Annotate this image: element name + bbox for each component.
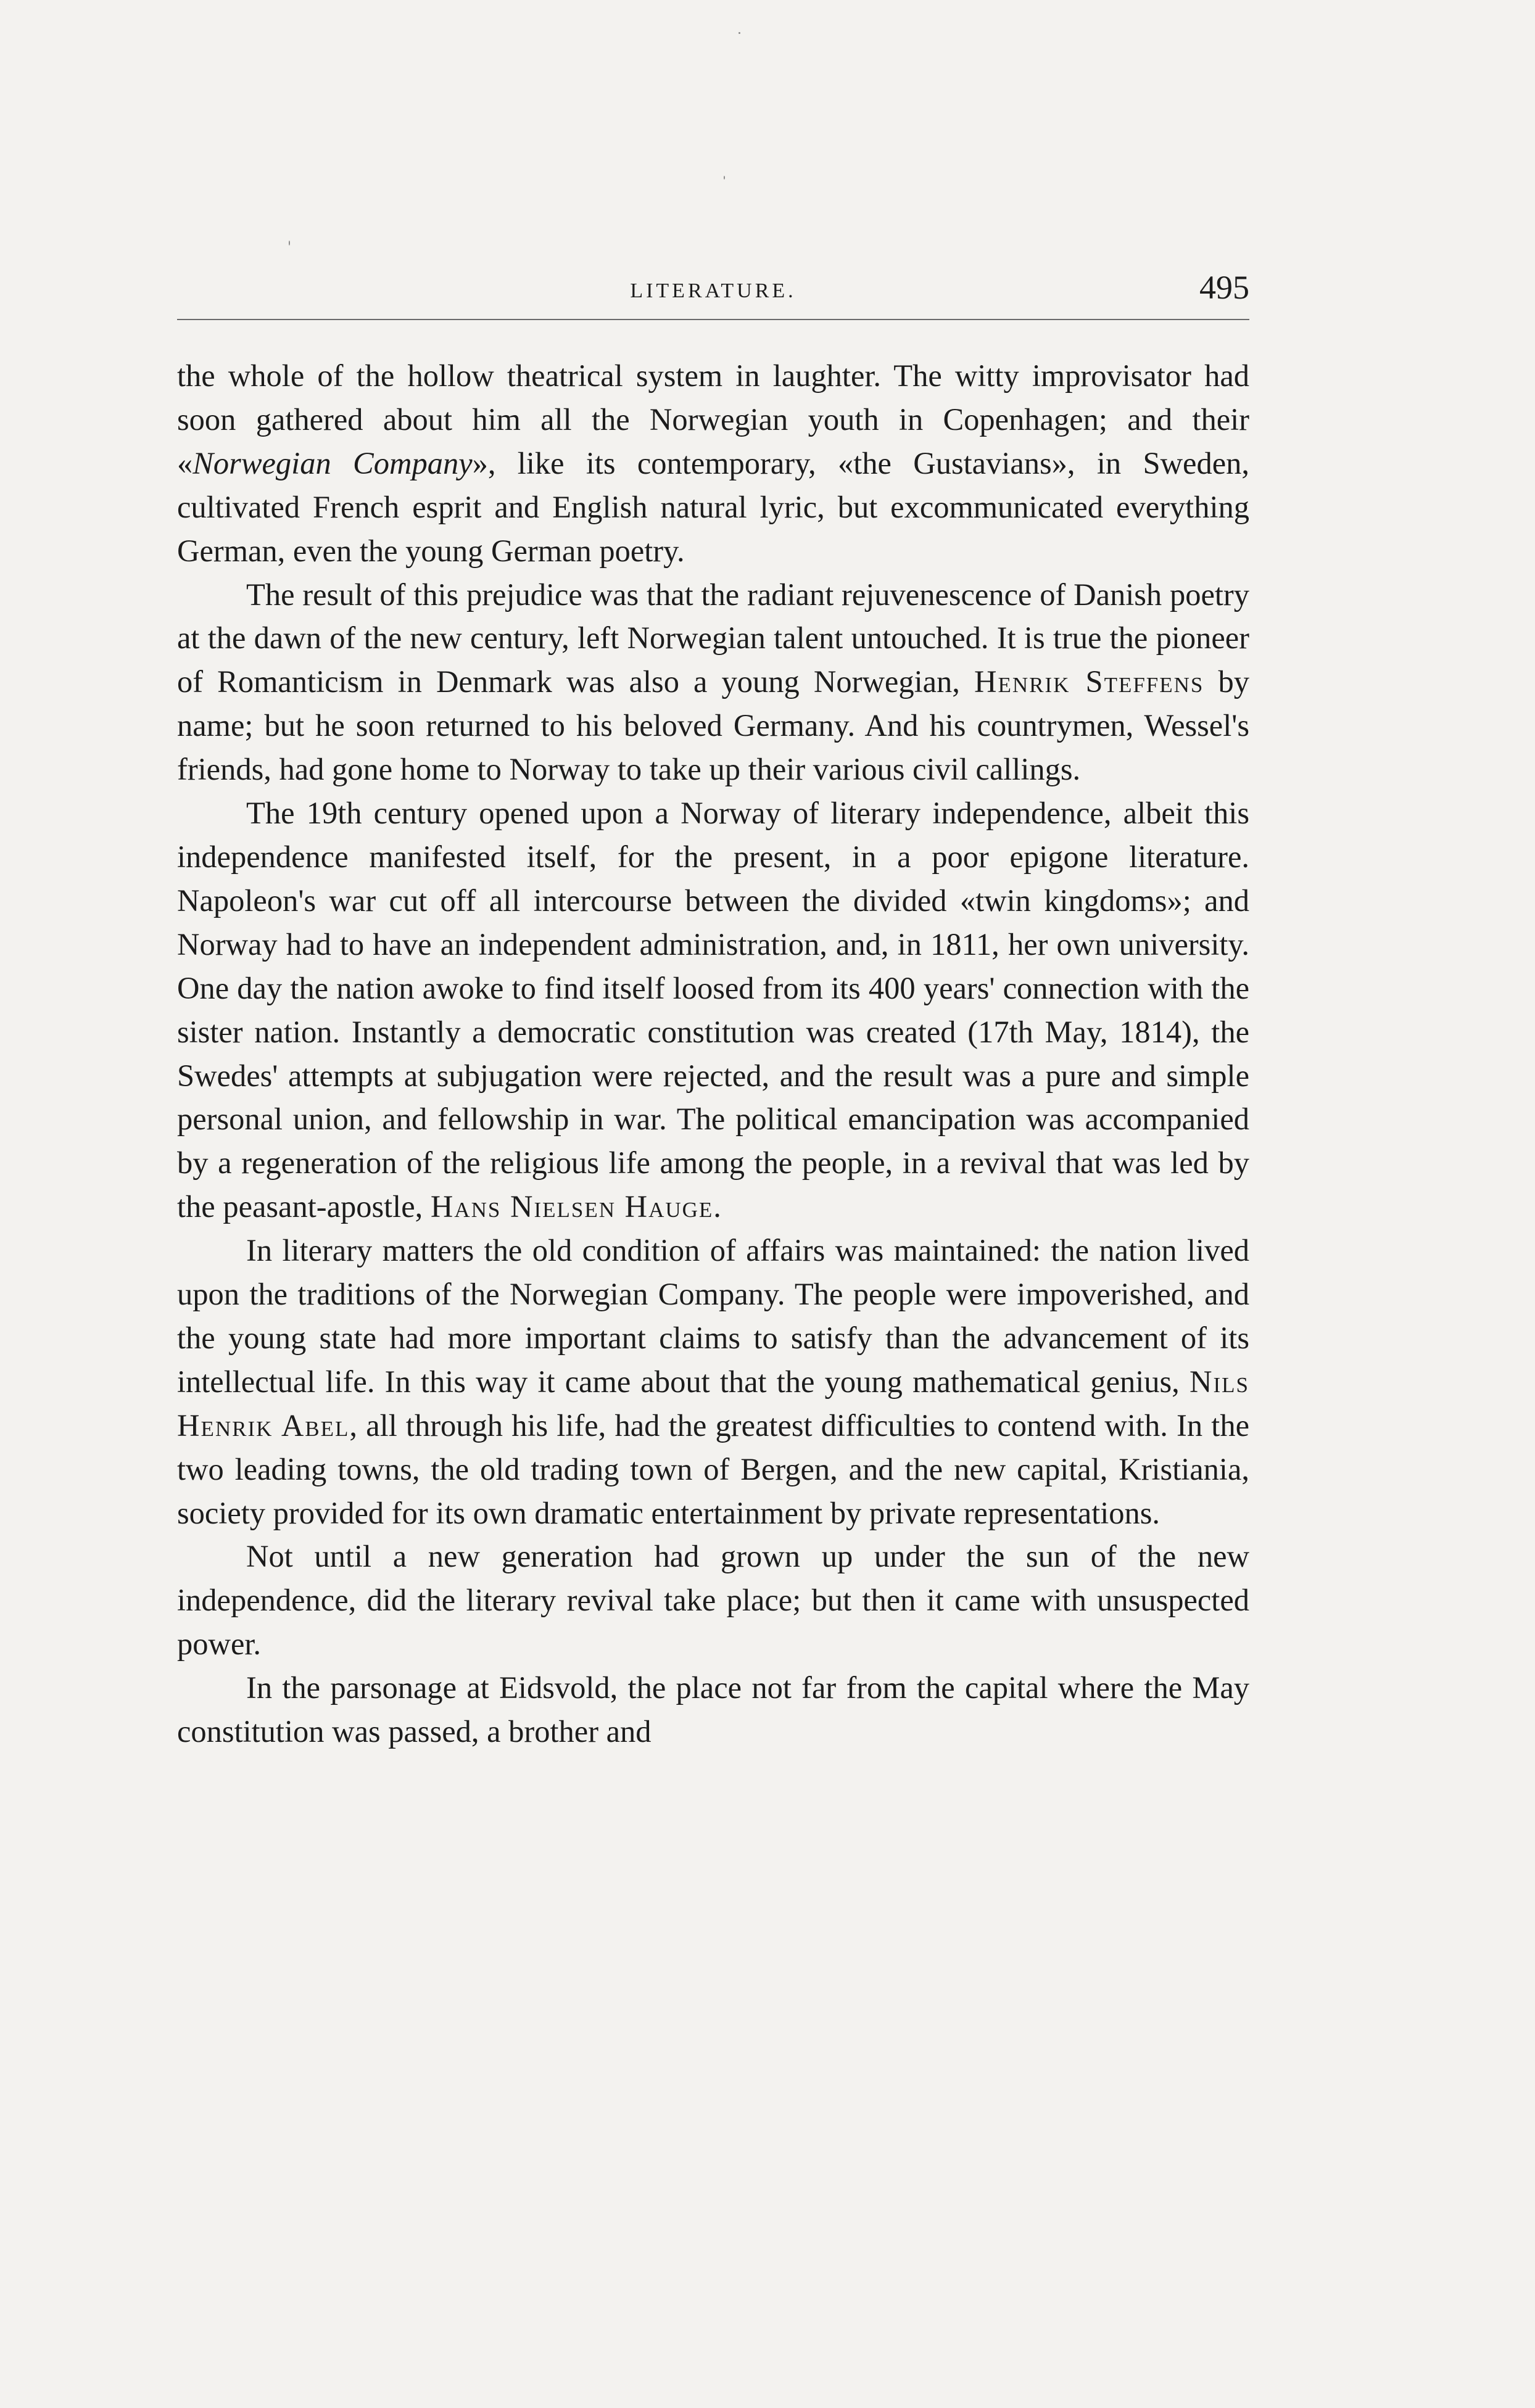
- paragraph-4-text-b: , all through his life, had the greatest difficulties to contend with. In the two leading towns, the old trading town of Bergen, and the new capital, Kristiania, society provided for its own dramatic entertainment by private representations.: [177, 1408, 1250, 1530]
- page-header: [177, 268, 1249, 318]
- header-rule: [177, 319, 1249, 320]
- paragraph-3-name: Hans Nielsen Hauge: [430, 1189, 714, 1224]
- paragraph-2: [177, 573, 1249, 792]
- paragraph-6-text: In the parsonage at Eidsvold, the place not far from the capital where the May constitution was passed, a brother and: [177, 1670, 1249, 1749]
- paragraph-1-text-a: the whole of the hollow theatrical system in laughter. The witty improvisator had soon gathered about him all the Norwegian youth in Copenhagen; and their «: [177, 358, 1249, 480]
- paragraph-6: [177, 1666, 1249, 1754]
- page-number: 495: [1199, 269, 1249, 306]
- running-title: LITERATURE.: [630, 279, 796, 302]
- paragraph-1: [177, 354, 1249, 573]
- paragraph-5: [177, 1535, 1249, 1666]
- paragraph-1-italic: Norwegian Company: [192, 445, 473, 480]
- paragraph-3-text-a: The 19th century opened upon a Norway of literary independence, albeit this independence manifested itself, for the present, in a poor epigone literature. Napoleon's war cut off all intercourse between the divided «twin kingdoms»; and Norway had to have an independent administration, and, in 1811, her own university. One day the nation awoke to find itself loosed from its 400 years' connection with the sister nation. Instantly a democratic constitution was created (17th May, 1814), the Swedes' attempts at subjugation were rejected, and the result was a pure and simple personal union, and fellowship in war. The political emancipation was accompanied by a regeneration of the religious life among the people, in a revival that was led by the peasant-apostle,: [177, 796, 1249, 1224]
- paragraph-2-text-a: The result of this prejudice was that the radiant rejuvenescence of Danish poetry at the dawn of the new century, left Norwegian talent untouched. It is true the pioneer of Romanticism in Denmark was also a young Norwegian,: [177, 577, 1249, 699]
- paragraph-1-text-b: », like its contemporary, «the Gustavians», in Sweden, cultivated French esprit and English natural lyric, but excommunicated everything German, even the young German poetry.: [177, 445, 1249, 568]
- paragraph-3-text-b: .: [713, 1189, 721, 1224]
- paragraph-2-text-b: by name; but he soon returned to his beloved Germany. And his countrymen, Wessel's friends, had gone home to Norway to take up their various civil callings.: [177, 664, 1250, 787]
- paragraph-2-name: Henrik Steffens: [974, 664, 1204, 699]
- paper-speck: [739, 32, 740, 34]
- paper-speck: [289, 241, 290, 245]
- paragraph-5-text: Not until a new generation had grown up under the sun of the new independence, did the literary revival take place; but then it came with unsuspected power.: [177, 1539, 1249, 1662]
- paper-speck: [724, 176, 725, 179]
- paragraph-4: [177, 1229, 1249, 1535]
- paragraph-4-name: Nils Henrik Abel: [177, 1364, 1249, 1443]
- body-text: [177, 354, 1249, 1754]
- paragraph-4-text-a: In literary matters the old condition of affairs was maintained: the nation lived upon the traditions of the Norwegian Company. The people were impoverished, and the young state had more important claims to satisfy than the advancement of its intellectual life. In this way it came about that the young mathematical genius,: [177, 1233, 1249, 1399]
- paragraph-3: [177, 791, 1249, 1229]
